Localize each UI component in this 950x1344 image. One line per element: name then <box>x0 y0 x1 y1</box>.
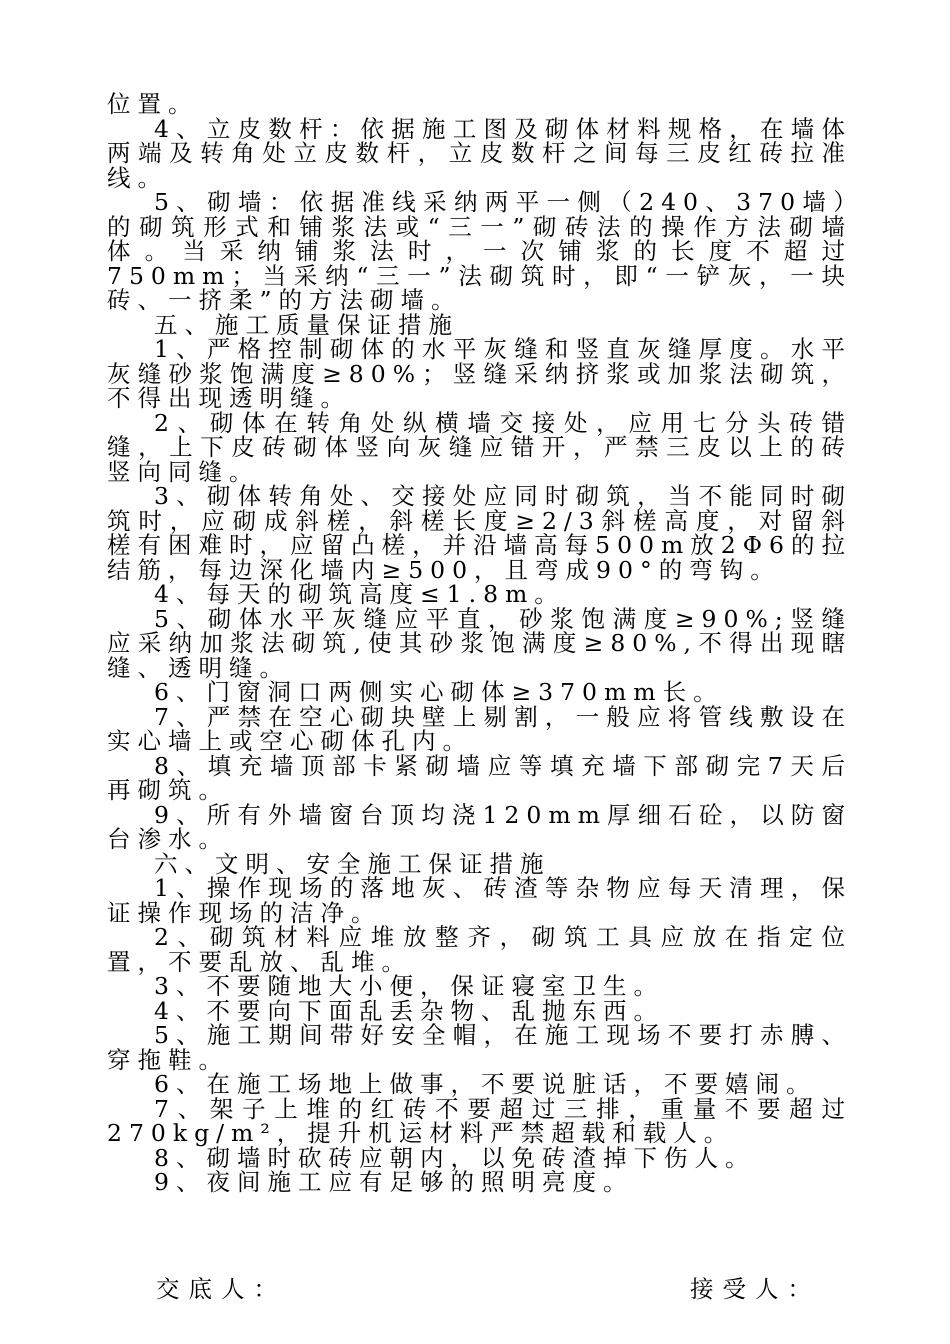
paragraph-safety-8: 8、砌墙时砍砖应朝内，以免砖渣掉下伤人。 <box>154 1143 756 1172</box>
paragraph-quality-5: 5、砌体水平灰缝应平直，砂浆饱满度≥90%;竖缝应采纳加浆法砌筑,使其砂浆饱满度≥80%,不得出现瞎缝、透明缝。 <box>107 604 852 682</box>
paragraph-safety-9: 9、夜间施工应有足够的照明亮度。 <box>154 1168 634 1196</box>
paragraph-step-5: 5、砌墙：依据准线采纳两平一侧（240、370墙）的砌筑形式和铺浆法或“三一”砌砖法的操作方法砌墙体。当采纳铺浆法时，一次铺浆的长度不超过750mm；当采纳“三一”法砌筑时，即“一铲灰，一块砖、一挤柔”的方法砌墙。 <box>107 188 852 314</box>
paragraph-safety-2: 2、砌筑材料应堆放整齐，砌筑工具应放在指定位置，不要乱放、乱堆。 <box>107 923 852 976</box>
paragraph-quality-1: 1、严格控制砌体的水平灰缝和竖直灰缝厚度。水平灰缝砂浆饱满度≥80%；竖缝采纳挤浆或加浆法砌筑，不得出现透明缝。 <box>107 335 852 412</box>
paragraph-safety-6: 6、在施工场地上做事，不要说脏话，不要嬉闹。 <box>154 1070 817 1098</box>
paragraph-quality-6: 6、门窗洞口两侧实心砌体≥370mm长。 <box>154 678 724 706</box>
paragraph-quality-4: 4、每天的砌筑高度≤1.8m。 <box>154 580 565 608</box>
paragraph-safety-1: 1、操作现场的落地灰、砖渣等杂物应每天清理，保证操作现场的洁净。 <box>107 874 852 927</box>
paragraph-step-4: 4、立皮数杆：依据施工图及砌体材料规格，在墙体两端及转角处立皮数杆，立皮数杆之间每三皮红砖拉准线。 <box>107 114 852 192</box>
paragraph-safety-5: 5、施工期间带好安全帽，在施工现场不要打赤膊、穿拖鞋。 <box>107 1021 852 1074</box>
paragraph-quality-9: 9、所有外墙窗台顶均浇120mm厚细石砼，以防窗台渗水。 <box>107 800 852 853</box>
paragraph-quality-3: 3、砌体转角处、交接处应同时砌筑，当不能同时砌筑时，应砌成斜槎，斜槎长度≥2/3斜槎高度，对留斜槎有困难时，应留凸槎，并沿墙高每500m放2Φ6的拉结筋，每边深化墙内≥500，且弯成90°的弯钩。 <box>107 482 852 584</box>
section-heading-quality: 五、施工质量保证措施 <box>154 310 459 339</box>
paragraph-quality-8: 8、填充墙顶部卡紧砌墙应等填充墙下部砌完7天后再砌筑。 <box>107 751 852 804</box>
paragraph-safety-3: 3、不要随地大小便，保证寝室卫生。 <box>154 972 664 1000</box>
paragraph-safety-7: 7、架子上堆的红砖不要超过三排，重量不要超过270kg/m²，提升机运材料严禁超载和载人。 <box>107 1094 852 1147</box>
document-body <box>107 92 852 1195</box>
paragraph-quality-2: 2、砌体在转角处纵横墙交接处，应用七分头砖错缝，上下皮砖砌体竖向灰缝应错开，严禁三皮以上的砖竖向同缝。 <box>107 408 852 486</box>
paragraph-safety-4: 4、不要向下面乱丢杂物、乱抛东西。 <box>154 996 664 1025</box>
section-heading-safety: 六、文明、安全施工保证措施 <box>154 849 551 878</box>
signature-briefer-label: 交底人： <box>156 1275 286 1303</box>
paragraph-continuation: 位置。 <box>107 90 199 118</box>
paragraph-quality-7: 7、严禁在空心砌块壁上剔割，一般应将管线敷设在实心墙上或空心砌体孔内。 <box>107 702 852 755</box>
signature-receiver-label: 接受人： <box>690 1275 820 1303</box>
